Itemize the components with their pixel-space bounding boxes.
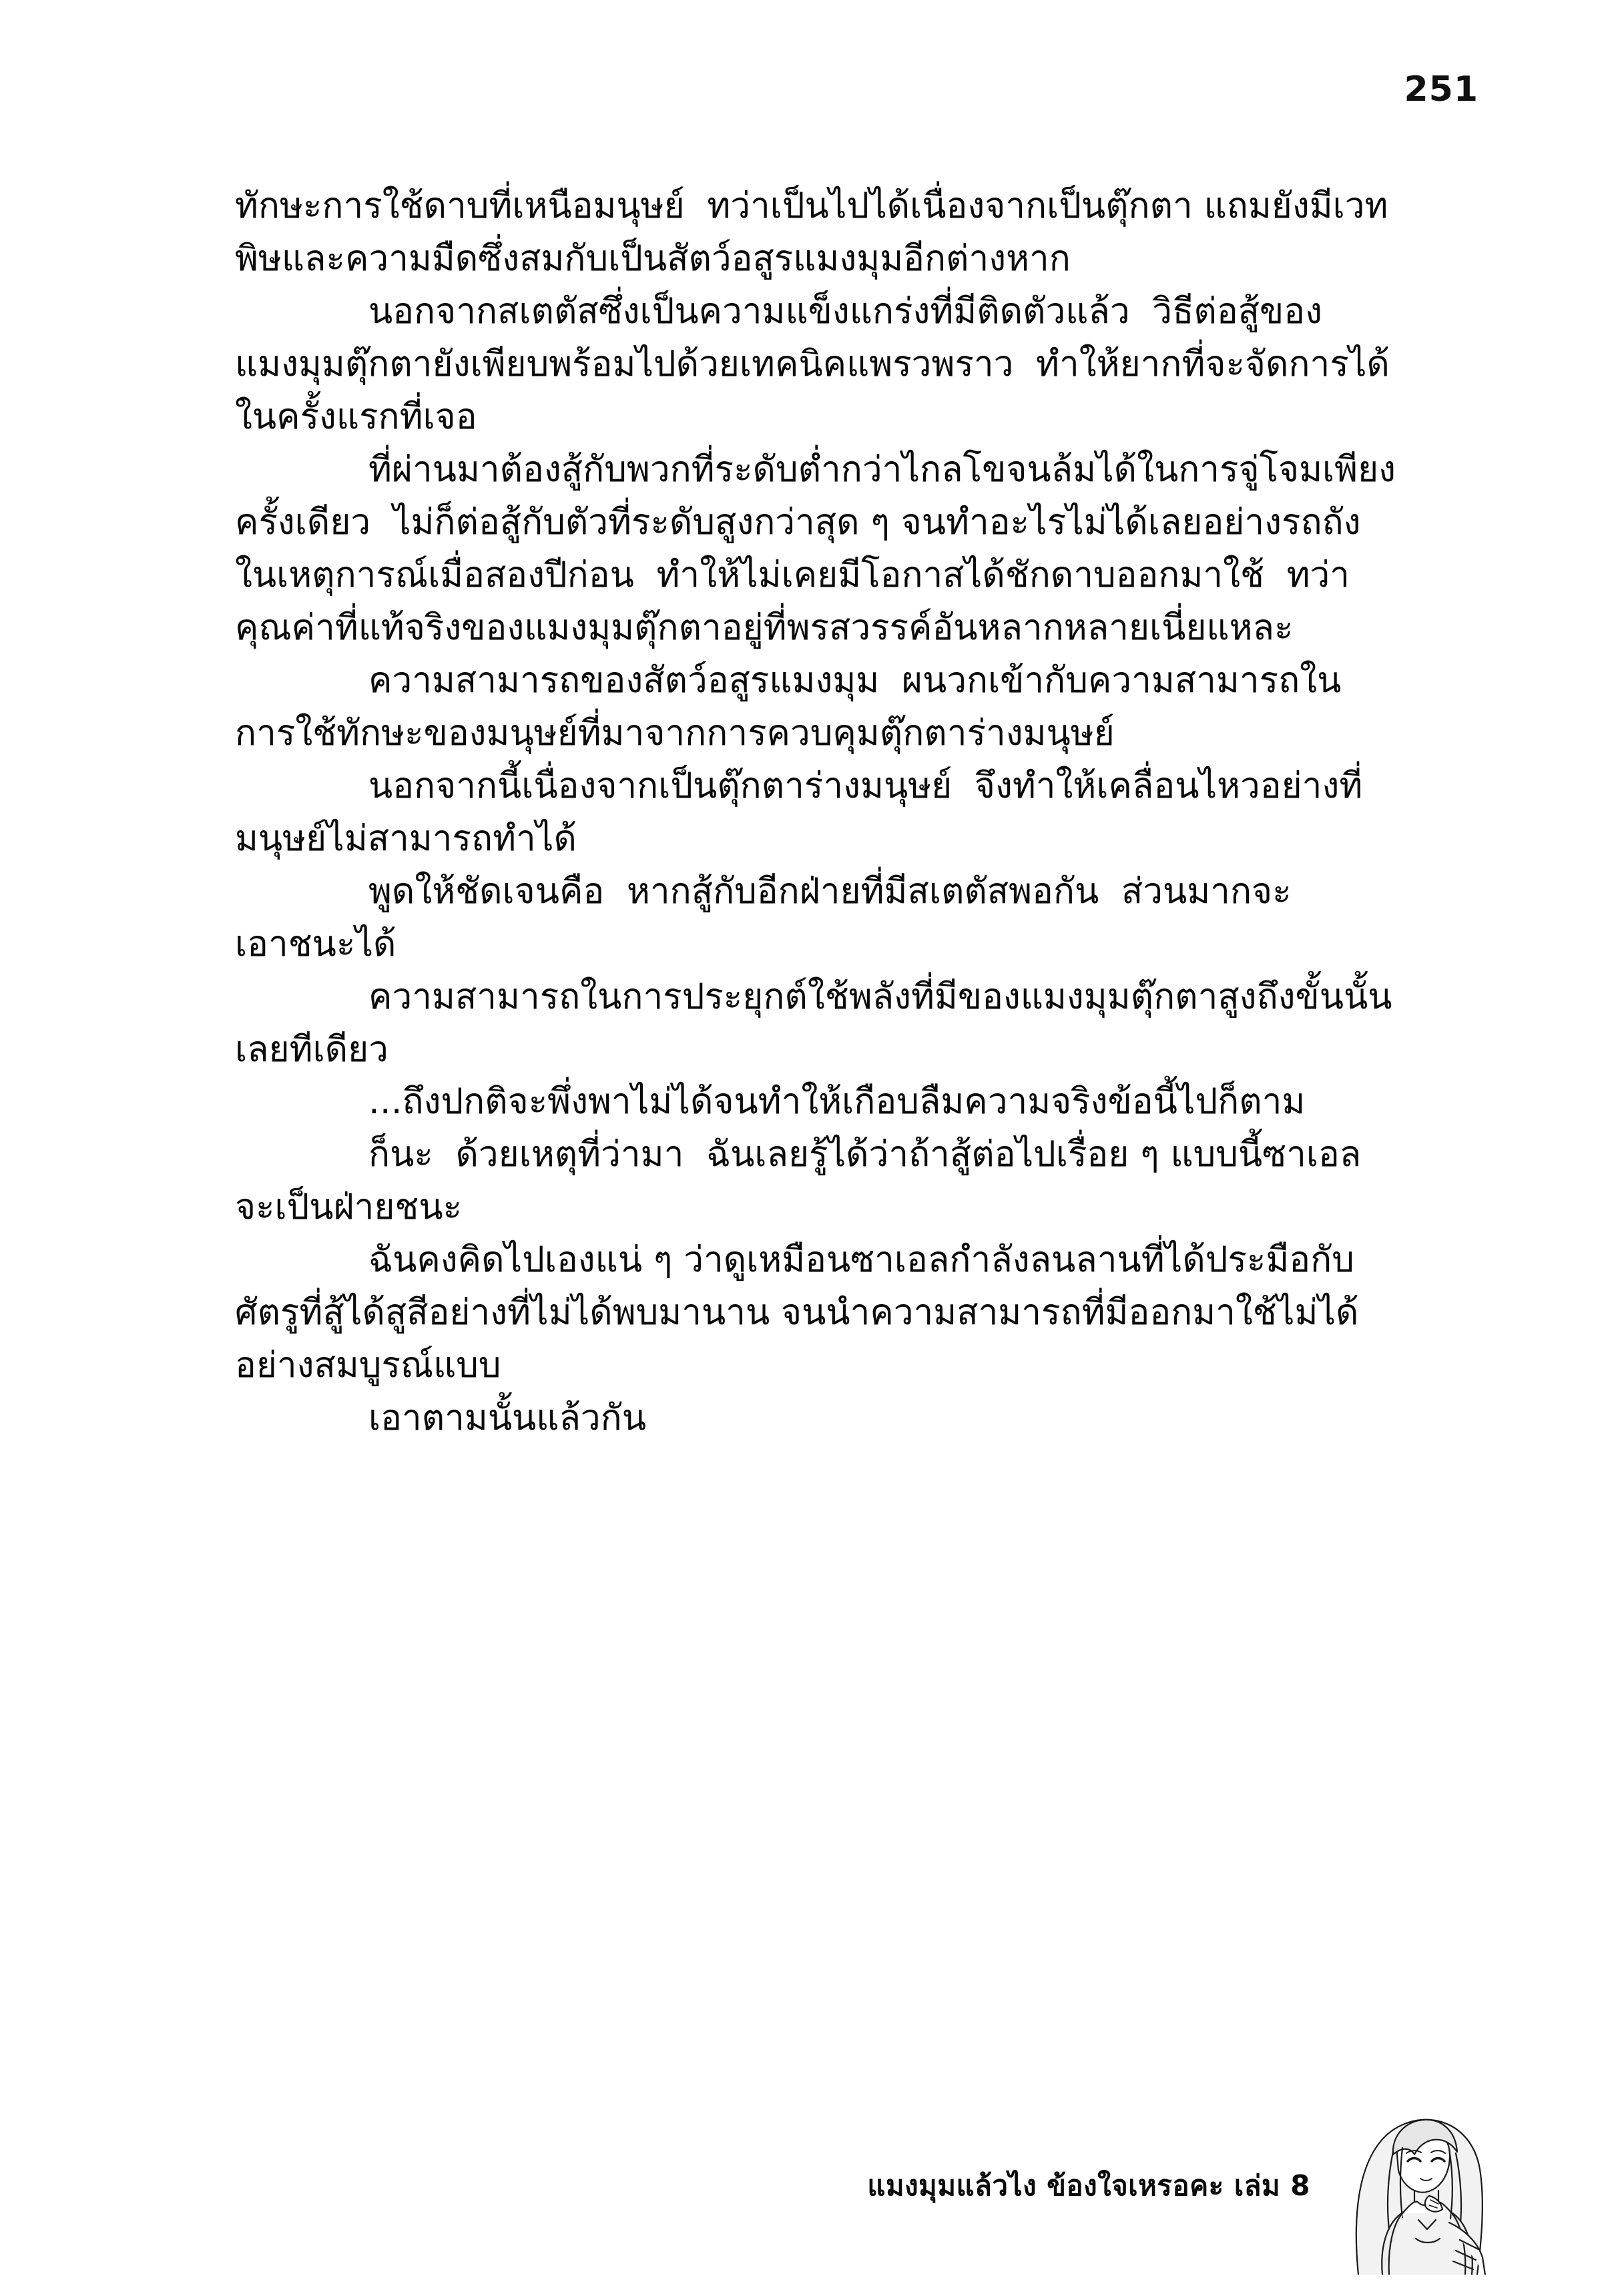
paragraph: ที่ผ่านมาต้องสู้กับพวกที่ระดับต่ำกว่าไกลโขจนล้มได้ในการจู่โจมเพียงครั้งเดียว ไม่ก็ต่อสู้กับตัวที่ระดับสูงกว่าสุด ๆ จนทำอะไรไม่ได้เลยอย่างรถถังในเหตุการณ์เมื่อสองปีก่อน ทำให้ไม่เคยมีโอกาสได้ชักดาบออกมาใช้ ทว่าคุณค่าที่แท้จริงของแมงมุมตุ๊กตาอยู่ที่พรสวรรค์อันหลากหลายเนี่ยแหละ xyxy=(235,449,1396,648)
paragraph: พูดให้ชัดเจนคือ หากสู้กับอีกฝ่ายที่มีสเตตัสพอกัน ส่วนมากจะเอาชนะได้ xyxy=(235,870,1292,964)
paragraph: ความสามารถในการประยุกต์ใช้พลังที่มีของแมงมุมตุ๊กตาสูงถึงขั้นนั้นเลยทีเดียว xyxy=(235,976,1392,1070)
paragraph: ก็นะ ด้วยเหตุที่ว่ามา ฉันเลยรู้ได้ว่าถ้าสู้ต่อไปเรื่อย ๆ แบบนี้ซาเอลจะเป็นฝ่ายชนะ xyxy=(235,1134,1362,1228)
paragraph: ...ถึงปกติจะพึ่งพาไม่ได้จนทำให้เกือบลืมความจริงข้อนี้ไปก็ตาม xyxy=(368,1081,1306,1123)
paragraph: เอาตามนั้นแล้วกัน xyxy=(368,1398,647,1439)
paragraph: ทักษะการใช้ดาบที่เหนือมนุษย์ ทว่าเป็นไปได้เนื่องจากเป็นตุ๊กตา แถมยังมีเวทพิษและความมืดซึ่งสมกับเป็นสัตว์อสูรแมงมุมอีกต่างหาก xyxy=(235,186,1388,279)
manga-character-illustration-icon xyxy=(1318,2054,1512,2275)
paragraph: นอกจากนี้เนื่องจากเป็นตุ๊กตาร่างมนุษย์ จึงทำให้เคลื่อนไหวอย่างที่มนุษย์ไม่สามารถทำได้ xyxy=(235,765,1363,859)
paragraph: ฉันคงคิดไปเองแน่ ๆ ว่าดูเหมือนซาเอลกำลังลนลานที่ได้ประมือกับศัตรูที่สู้ได้สูสีอย่างที่ไม่ได้พบมานาน จนนำความสามารถที่มีออกมาใช้ไม่ได้อย่างสมบูรณ์แบบ xyxy=(235,1239,1359,1386)
page-body-text xyxy=(235,180,1396,1445)
footer-book-title: แมงมุมแล้วไง ข้องใจเหรอคะ เล่ม 8 xyxy=(867,2169,1310,2202)
page-number: 251 xyxy=(1404,69,1479,109)
paragraph: ความสามารถของสัตว์อสูรแมงมุม ผนวกเข้ากับความสามารถในการใช้ทักษะของมนุษย์ที่มาจากการควบคุมตุ๊กตาร่างมนุษย์ xyxy=(235,659,1342,754)
page-footer xyxy=(0,2155,1612,2235)
paragraph: นอกจากสเตตัสซึ่งเป็นความแข็งแกร่งที่มีติดตัวแล้ว วิธีต่อสู้ของแมงมุมตุ๊กตายังเพียบพร้อมไปด้วยเทคนิคแพรวพราว ทำให้ยากที่จะจัดการได้ในครั้งแรกที่เจอ xyxy=(235,290,1390,437)
